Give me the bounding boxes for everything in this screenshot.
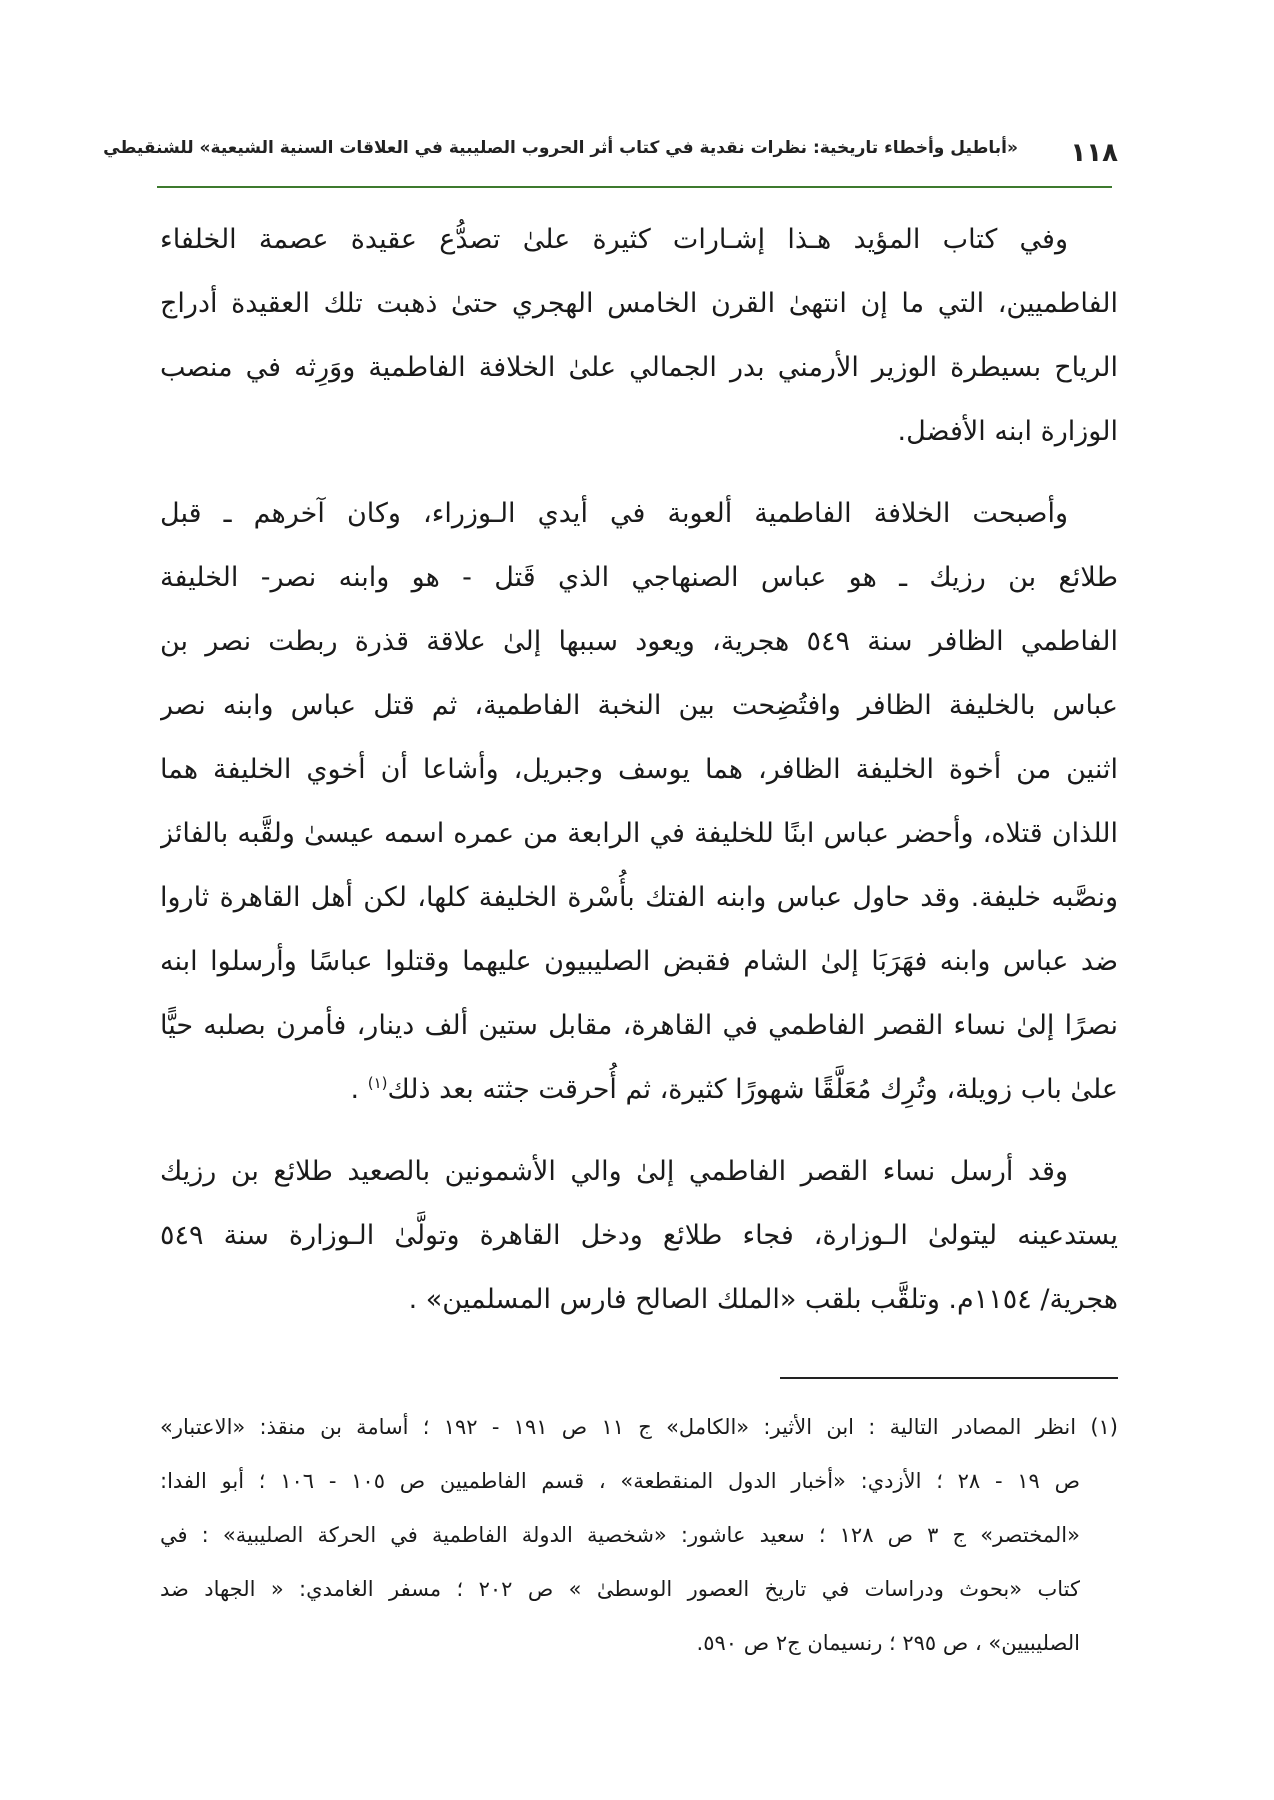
text-line: هجرية/ ١١٥٤م. وتلقَّب بلقب «الملك الصالح فارس المسلمين» .: [408, 1284, 1118, 1315]
text-line: وقد أرسل نساء القصر الفاطمي إلىٰ والي الأشمونين بالصعيد طلائع بن رزيك: [160, 1156, 1068, 1187]
footnote-separator: [780, 1377, 1118, 1379]
text-line-with-footnote: [160, 1058, 1118, 1122]
text-line: وفي كتاب المؤيد هـذا إشـارات كثيرة علىٰ تصدُّع عقيدة عصمة الخلفاء: [160, 224, 1068, 255]
running-header: [103, 128, 1118, 172]
text-line: ونصَّبه خليفة. وقد حاول عباس وابنه الفتك بأُسْرة الخليفة كلها، لكن أهل القاهرة ثاروا: [160, 882, 1118, 913]
footnotes: [160, 1400, 1118, 1670]
page-number: ١١٨: [1070, 138, 1118, 168]
text-line: اثنين من أخوة الخليفة الظافر، هما يوسف وجبريل، وأشاعا أن أخوي الخليفة هما: [160, 754, 1118, 785]
footnote-line: ص ١٩ - ٢٨ ؛ الأزدي: «أخبار الدول المنقطعة» ، قسم الفاطميين ص ١٠٥ - ١٠٦ ؛ أبو الفدا:: [160, 1469, 1080, 1493]
text-line: وأصبحت الخلافة الفاطمية ألعوبة في أيدي الـوزراء، وكان آخرهم ـ قبل: [160, 498, 1068, 529]
text-line: الوزارة ابنه الأفضل.: [897, 416, 1118, 447]
text-line: الفاطمي الظافر سنة ٥٤٩ هجرية، ويعود سببها إلىٰ علاقة قذرة ربطت نصر بن: [160, 626, 1118, 657]
footnote-line: كتاب «بحوث ودراسات في تاريخ العصور الوسطىٰ » ص ٢٠٢ ؛ مسفر الغامدي: « الجهاد ضد: [160, 1577, 1080, 1601]
text-line: علىٰ باب زويلة، وتُرِك مُعَلَّقًا شهورًا كثيرة، ثم أُحرقت جثته بعد ذلك: [387, 1074, 1118, 1105]
text-line: يستدعينه ليتولىٰ الـوزارة، فجاء طلائع ودخل القاهرة وتولَّىٰ الـوزارة سنة ٥٤٩: [160, 1220, 1118, 1251]
paragraph-3: [160, 1140, 1118, 1332]
text-line: الرياح بسيطرة الوزير الأرمني بدر الجمالي علىٰ الخلافة الفاطمية ووَرِثه في منصب: [160, 352, 1118, 383]
text-line: طلائع بن رزيك ـ هو عباس الصنهاجي الذي قَتل - هو وابنه نصر- الخليفة: [160, 562, 1118, 593]
footnote-line: «المختصر» ج ٣ ص ١٢٨ ؛ سعيد عاشور: «شخصية الدولة الفاطمية في الحركة الصليبية» : في: [160, 1523, 1080, 1547]
sentence-end: .: [350, 1074, 368, 1105]
footnote-line: (١) انظر المصادر التالية : ابن الأثير: «الكامل» ج ١١ ص ١٩١ - ١٩٢ ؛ أسامة بن منقذ: «الاعتبار»: [160, 1415, 1118, 1439]
text-line: ضد عباس وابنه فهَرَبَا إلىٰ الشام فقبض الصليبيون عليهما وقتلوا عباسًا وأرسلوا ابنه: [160, 946, 1118, 977]
paragraph-2: [160, 482, 1118, 1122]
paragraph-1: [160, 208, 1118, 464]
body-text: [160, 208, 1118, 1350]
text-line: عباس بالخليفة الظافر وافتُضِحت بين النخبة الفاطمية، ثم قتل عباس وابنه نصر: [160, 690, 1118, 721]
text-line: نصرًا إلىٰ نساء القصر الفاطمي في القاهرة، مقابل ستين ألف دينار، فأمرن بصلبه حيًّا: [160, 1010, 1118, 1041]
text-line: الفاطميين، التي ما إن انتهىٰ القرن الخامس الهجري حتىٰ ذهبت تلك العقيدة أدراج: [160, 288, 1118, 319]
text-line: اللذان قتلاه، وأحضر عباس ابنًا للخليفة في الرابعة من عمره اسمه عيسىٰ ولقَّبه بالفائز: [160, 818, 1118, 849]
footnote-reference[interactable]: (١): [367, 1074, 388, 1092]
running-title: «أباطيل وأخطاء تاريخية: نظرات نقدية في كتاب أثر الحروب الصليبية في العلاقات السنية الشيعية» للشنقيطي: [103, 138, 1018, 158]
footnote-line: الصليبيين» ، ص ٢٩٥ ؛ رنسيمان ج٢ ص ٥٩٠.: [696, 1631, 1080, 1655]
header-rule: [157, 186, 1112, 188]
